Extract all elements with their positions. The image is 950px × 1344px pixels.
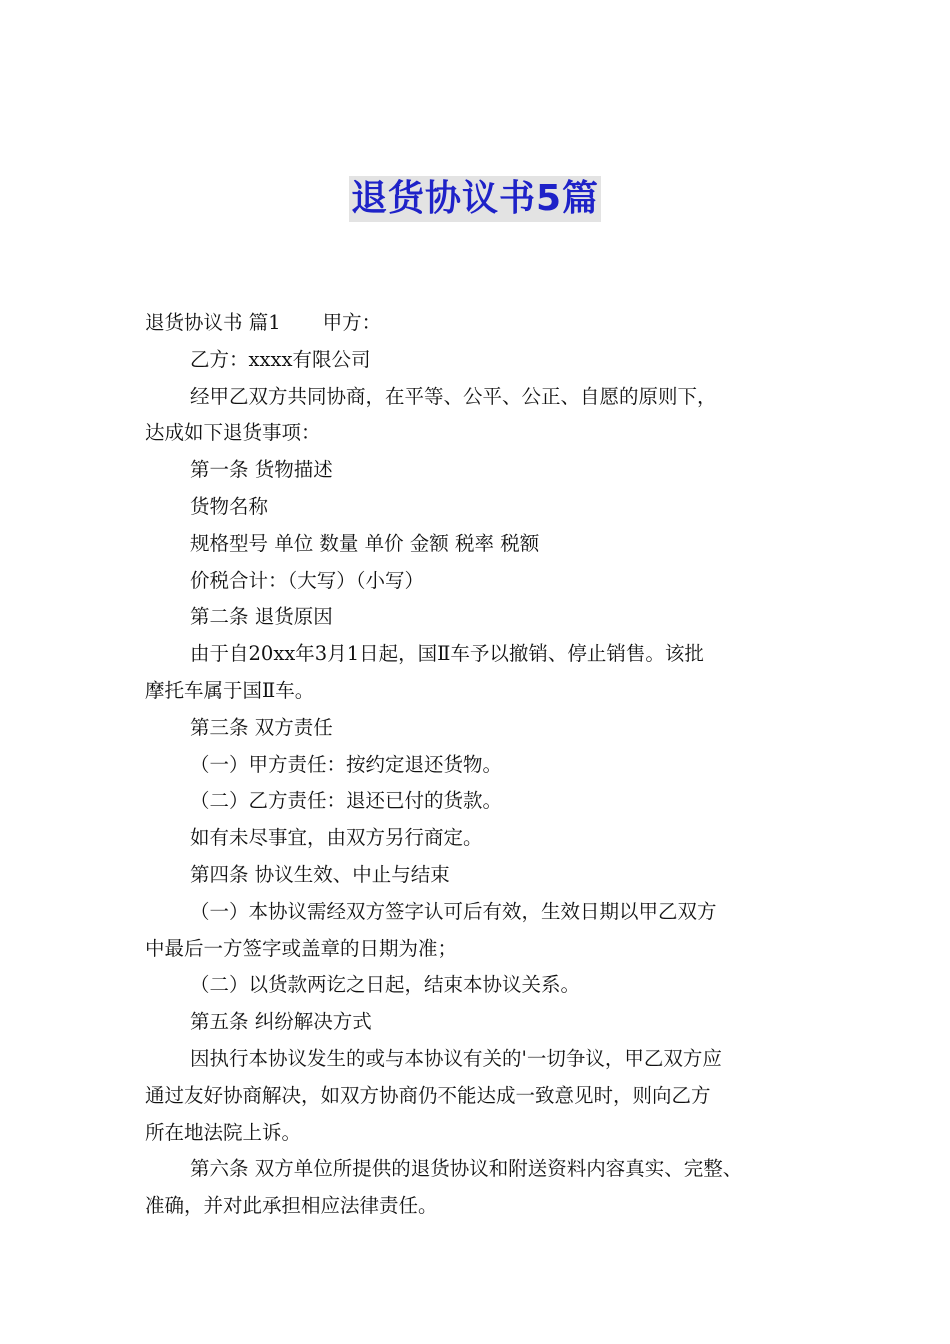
- goods-columns-line: 规格型号 单位 数量 单价 金额 税率 税额: [190, 531, 540, 555]
- document-title: 退货协议书5篇: [349, 176, 601, 222]
- goods-name-line: 货物名称: [190, 494, 269, 518]
- dispute-line-1: 因执行本协议发生的或与本协议有关的'一切争议，甲乙双方应: [190, 1046, 722, 1070]
- reason-line-1: 由于自20xx年3月1日起，国Ⅱ车予以撤销、停止销售。该批: [190, 642, 704, 666]
- article-2-title: 第二条 退货原因: [190, 605, 333, 629]
- intro-line-2: 达成如下退货事项：: [145, 421, 321, 445]
- reason-line-2: 摩托车属于国Ⅱ车。: [145, 678, 315, 702]
- total-tax-line: 价税合计：（大写）（小写）: [190, 568, 425, 592]
- effect-line-1: （一）本协议需经双方签字认可后有效，生效日期以甲乙双方: [190, 899, 717, 923]
- intro-line-1: 经甲乙双方共同协商，在平等、公平、公正、自愿的原则下，: [190, 384, 717, 408]
- article-1-title: 第一条 货物描述: [190, 458, 333, 482]
- article-5-title: 第五条 纠纷解决方式: [190, 1010, 372, 1034]
- duty-a-line: （一）甲方责任：按约定退还货物。: [190, 752, 503, 776]
- article-6-line-2: 准确，并对此承担相应法律责任。: [145, 1194, 438, 1218]
- article-4-title: 第四条 协议生效、中止与结束: [190, 862, 450, 886]
- heading-line: [145, 305, 825, 342]
- article-6-line-1: 第六条 双方单位所提供的退货协议和附送资料内容真实、完整、: [190, 1157, 743, 1181]
- heading-label: 退货协议书 篇1: [145, 311, 281, 334]
- party-b-line: 乙方：xxxx有限公司: [190, 347, 371, 371]
- title-block: [0, 176, 950, 222]
- document-body: [145, 305, 825, 1225]
- duty-b-line: （二）乙方责任：退还已付的货款。: [190, 789, 503, 813]
- dispute-line-2: 通过友好协商解决，如双方协商仍不能达成一致意见时，则向乙方: [145, 1083, 711, 1107]
- effect-end-line: （二）以货款两讫之日起，结束本协议关系。: [190, 973, 581, 997]
- dispute-line-3: 所在地法院上诉。: [145, 1120, 302, 1144]
- article-3-title: 第三条 双方责任: [190, 715, 333, 739]
- party-a-label: 甲方：: [322, 311, 382, 334]
- effect-line-2: 中最后一方签字或盖章的日期为准；: [145, 936, 458, 960]
- duty-other-line: 如有未尽事宜，由双方另行商定。: [190, 826, 483, 850]
